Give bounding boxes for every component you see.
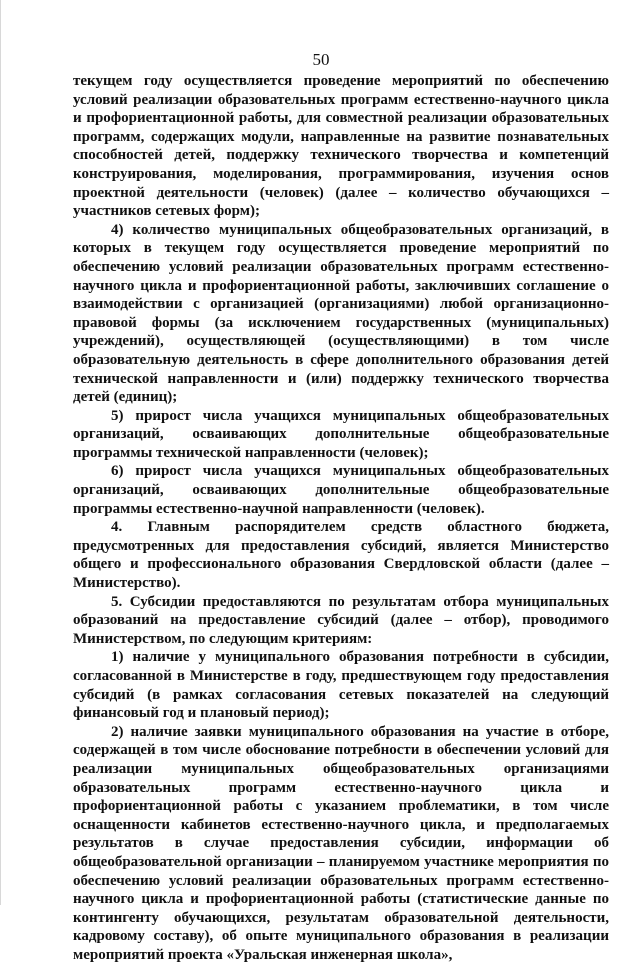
paragraph-continuation: текущем году осуществляется проведение мероприятий по обеспечению условий реализации образовательных программ естественно-научного цикла и профориентационной работы, для совместной реализации образовательных программ, содержащих модули, направленные на развитие познавательных способностей детей, поддержку технического творчества и компетенций конструирования, моделирования, программирования, изучения основ проектной деятельности (человек) (далее – количество обучающихся – участников сетевых форм); — [73, 73, 609, 220]
paragraph-criterion-1: 1) наличие у муниципального образования потребности в субсидии, согласованной в Министерстве в году, предшествующем году предоставления субсидий (в рамках согласования сетевых показателей на следующий финансовый год и плановый период); — [73, 649, 609, 722]
paragraph-item-5: 5) прирост числа учащихся муниципальных общеобразовательных организаций, осваивающих дополнительные общеобразовательные программы технической направленности (человек); — [73, 407, 609, 461]
paragraph-criterion-2: 2) наличие заявки муниципального образования на участие в отборе, содержащей в том числе обоснование потребности в обеспечении условий для реализации муниципальных общеобразовательных организациями образовательных программ естественно-научного цикла и профориентационной работы с указанием проблематики, в том числе оснащенности кабинетов естественно-научного цикла, и предполагаемых результатов в случае предоставления субсидии, информации об общеобразовательной организации – планируемом участнике мероприятия по обеспечению условий реализации образовательных программ естественно-научного цикла и профориентационной работы (статистические данные по контингенту обучающихся, результатам образовательной деятельности, кадровому составу), об опыте муниципального образования в реализации мероприятий проекта «Уральская инженерная школа», — [73, 723, 609, 963]
paragraph-section-4: 4. Главным распорядителем средств областного бюджета, предусмотренных для предоставления субсидий, является Министерство общего и профессионального образования Свердловской области (далее – Министерство). — [73, 519, 609, 592]
paragraph-item-4: 4) количество муниципальных общеобразовательных организаций, в которых в текущем году осуществляется проведение мероприятий по обеспечению условий реализации образовательных программ естественно-научного цикла и профориентационной работы, заключивших соглашение о взаимодействии с организацией (организациями) любой организационно-правовой формы (за исключением государственных (муниципальных) учреждений), осуществляющей (осуществляющими) в том числе образовательную деятельность в сфере дополнительного образования детей технической направленности и (или) поддержку технического творчества детей (единиц); — [73, 221, 609, 406]
paragraph-section-5: 5. Субсидии предоставляются по результатам отбора муниципальных образований на предоставление субсидий (далее – отбор), проводимого Министерством, по следующим критериям: — [73, 593, 609, 647]
paragraph-item-6: 6) прирост числа учащихся муниципальных общеобразовательных организаций, осваивающих дополнительные общеобразовательные программы естественно-научной направленности (человек). — [73, 463, 609, 517]
document-body — [73, 72, 609, 965]
page-number: 50 — [312, 50, 330, 69]
